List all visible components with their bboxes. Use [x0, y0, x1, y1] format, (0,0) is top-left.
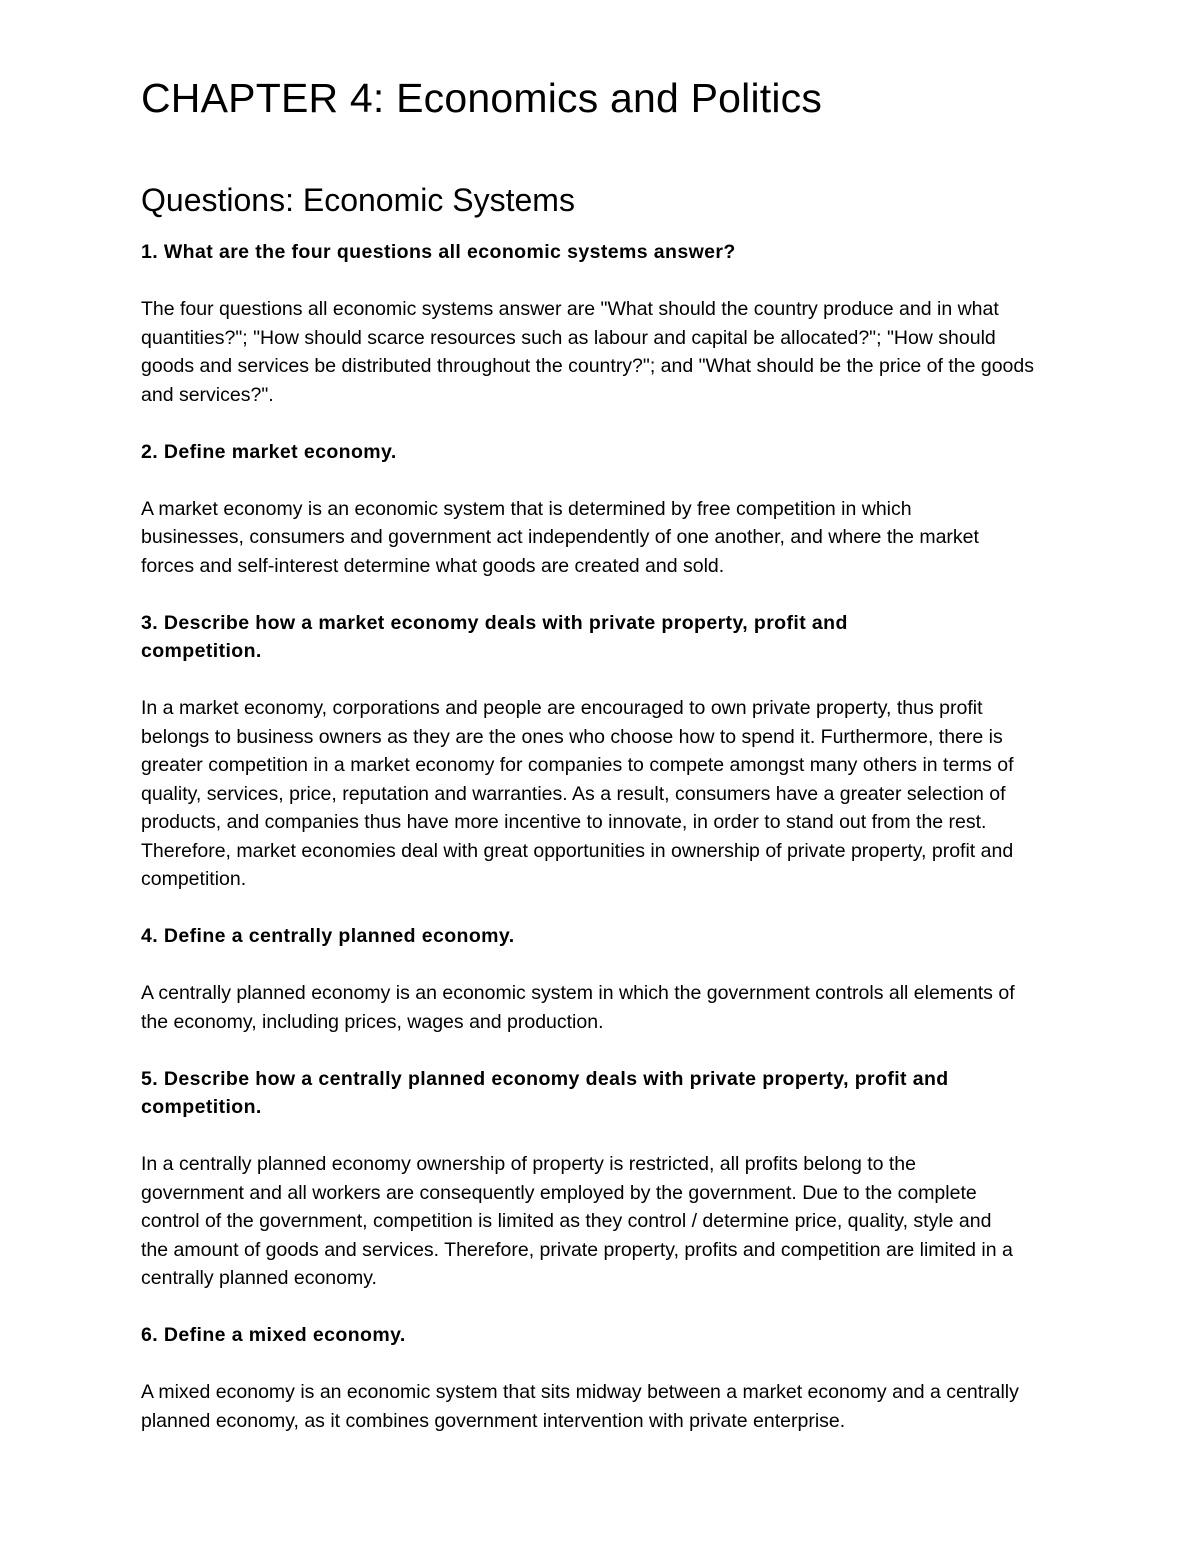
- qa-list: [141, 238, 1061, 1435]
- question-5: 5. Describe how a centrally planned economy deals with private property, profit and competition.: [141, 1067, 949, 1118]
- question-1: 1. What are the four questions all economic systems answer?: [141, 241, 736, 263]
- question-4: 4. Define a centrally planned economy.: [141, 925, 515, 947]
- qa-item: [141, 922, 1061, 1036]
- answer-6: A mixed economy is an economic system that sits midway between a market economy and a centrally planned economy, as it combines government intervention with private enterprise.: [141, 1381, 1019, 1432]
- document-page: [141, 70, 1061, 1464]
- qa-item: [141, 609, 1061, 894]
- qa-item: [141, 238, 1061, 409]
- answer-3: In a market economy, corporations and people are encouraged to own private property, thus profit belongs to business owners as they are the ones who choose how to spend it. Furthermore, there is greater competition in a market economy for companies to compete amongst many others in terms of quality, services, price, reputation and warranties. As a result, consumers have a greater selection of products, and companies thus have more incentive to innovate, in order to stand out from the rest. Therefore, market economies deal with great opportunities in ownership of private property, profit and competition.: [141, 697, 1014, 890]
- answer-4: A centrally planned economy is an economic system in which the government controls all elements of the economy, including prices, wages and production.: [141, 982, 1015, 1033]
- qa-item: [141, 438, 1061, 581]
- qa-item: [141, 1321, 1061, 1435]
- section-title: Questions: Economic Systems: [141, 182, 575, 218]
- question-3: 3. Describe how a market economy deals with private property, profit and competition.: [141, 611, 848, 662]
- qa-item: [141, 1065, 1061, 1293]
- answer-2: A market economy is an economic system that is determined by free competition in which businesses, consumers and government act independently of one another, and where the market forces and self-interest determine what goods are created and sold.: [141, 497, 979, 577]
- chapter-title: CHAPTER 4: Economics and Politics: [141, 75, 823, 121]
- question-2: 2. Define market economy.: [141, 440, 397, 463]
- question-6: 6. Define a mixed economy.: [141, 1324, 406, 1346]
- answer-1: The four questions all economic systems answer are "What should the country produce and in what quantities?"; "How should scarce resources such as labour and capital be allocated?"; "How should goods and services be distributed throughout the country?"; and "What should be the price of the goods and services?".: [141, 298, 1035, 406]
- answer-5: In a centrally planned economy ownership of property is restricted, all profits belong to the government and all workers are consequently employed by the government. Due to the complete control of the government, competition is limited as they control / determine price, quality, style and the amount of goods and services. Therefore, private property, profits and competition are limited in a centrally planned economy.: [141, 1153, 1013, 1289]
